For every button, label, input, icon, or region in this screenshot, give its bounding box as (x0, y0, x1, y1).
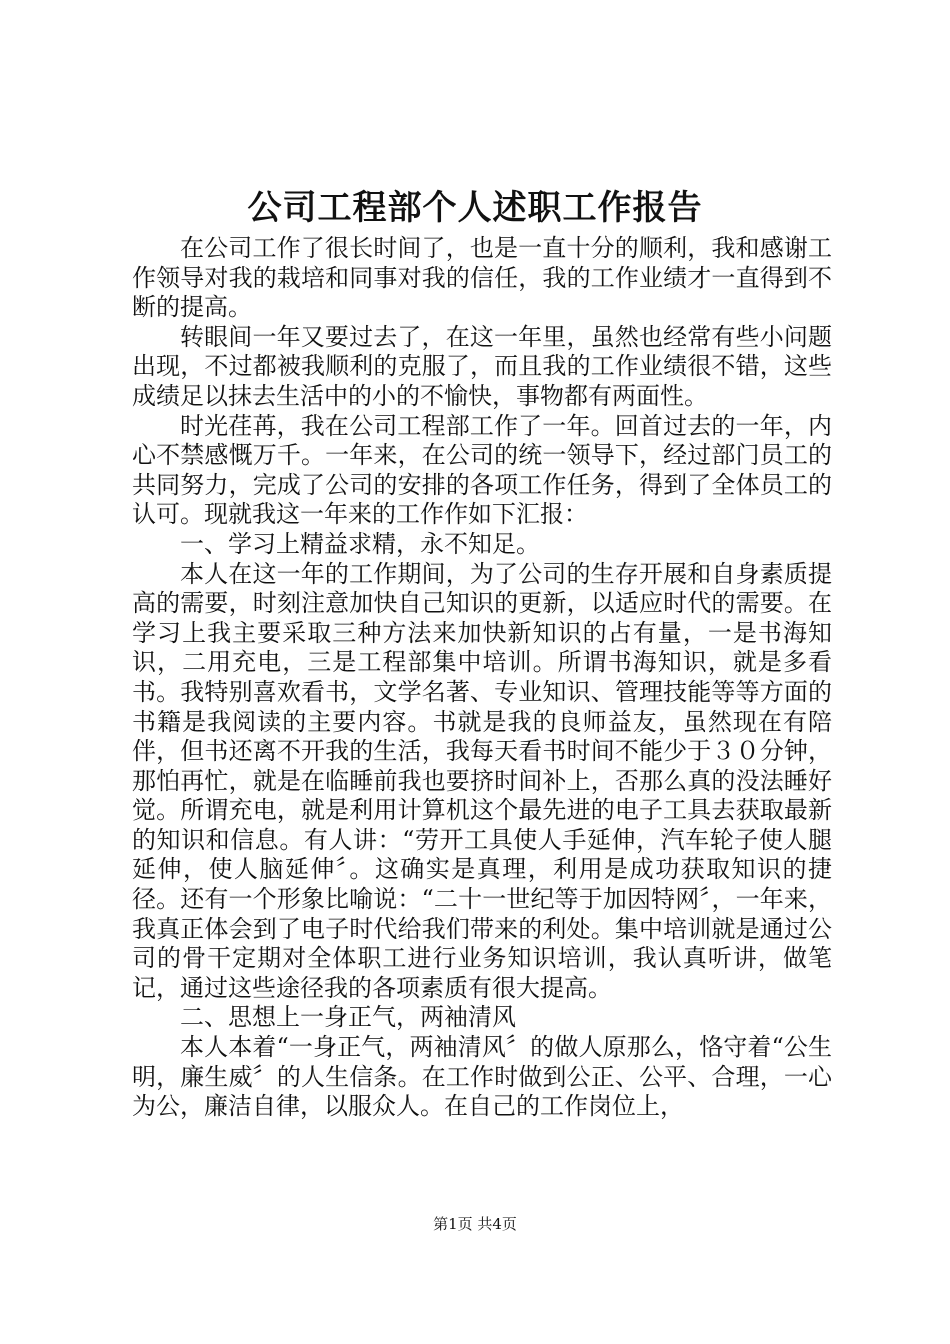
page-footer: 第1页 共4页 (433, 1215, 517, 1233)
paragraph-ideology: 本人本着“一身正气，两袖清风〞的做人原那么，恪守着“公生明，廉生威〞的人生信条。在工作时做到公正、公平、合理，一心为公，廉洁自律，以服众人。在自己的工作岗位上， (132, 1033, 832, 1121)
section-heading-ideology: 二、思想上一身正气，两袖清风 (180, 1003, 516, 1032)
paragraph-summary: 时光荏苒，我在公司工程部工作了一年。回首过去的一年，内心不禁感慨万千。一年来，在公司的统一领导下，经过部门员工的共同努力，完成了公司的安排的各项工作任务，得到了全体员工的认可。现就我这一年来的工作作如下汇报： (132, 411, 832, 529)
paragraph-intro: 在公司工作了很长时间了，也是一直十分的顺利，我和感谢工作领导对我的栽培和同事对我的信任，我的工作业绩才一直得到不断的提高。 (132, 234, 832, 322)
paragraph-learning: 本人在这一年的工作期间，为了公司的生存开展和自身素质提高的需要，时刻注意加快自己知识的更新，以适应时代的需要。在学习上我主要采取三种方法来加快新知识的占有量，一是书海知识，二用充电，三是工程部集中培训。所谓书海知识，就是多看书。我特别喜欢看书，文学名著、专业知识、管理技能等等方面的书籍是我阅读的主要内容。书就是我的良师益友，虽然现在有陪伴，但书还离不开我的生活，我每天看书时间不能少于３０分钟，那怕再忙，就是在临睡前我也要挤时间补上，否那么真的没法睡好觉。所谓充电，就是利用计算机这个最先进的电子工具去获取最新的知识和信息。有人讲：“劳开工具使人手延伸，汽车轮子使人腿延伸，使人脑延伸〞。这确实是真理，利用是成功获取知识的捷径。还有一个形象比喻说：“二十一世纪等于加因特网〞，一年来，我真正体会到了电子时代给我们带来的利处。集中培训就是通过公司的骨干定期对全体职工进行业务知识培训，我认真听讲，做笔记，通过这些途径我的各项素质有很大提高。 (132, 559, 832, 1002)
section-heading-learning: 一、学习上精益求精，永不知足。 (180, 529, 540, 558)
document-body (132, 234, 832, 1122)
paragraph-year-review: 转眼间一年又要过去了，在这一年里，虽然也经常有些小问题出现，不过都被我顺利的克服了，而且我的工作业绩很不错，这些成绩足以抹去生活中的小的不愉快，事物都有两面性。 (132, 322, 832, 410)
document-title: 公司工程部个人述职工作报告 (247, 188, 703, 228)
